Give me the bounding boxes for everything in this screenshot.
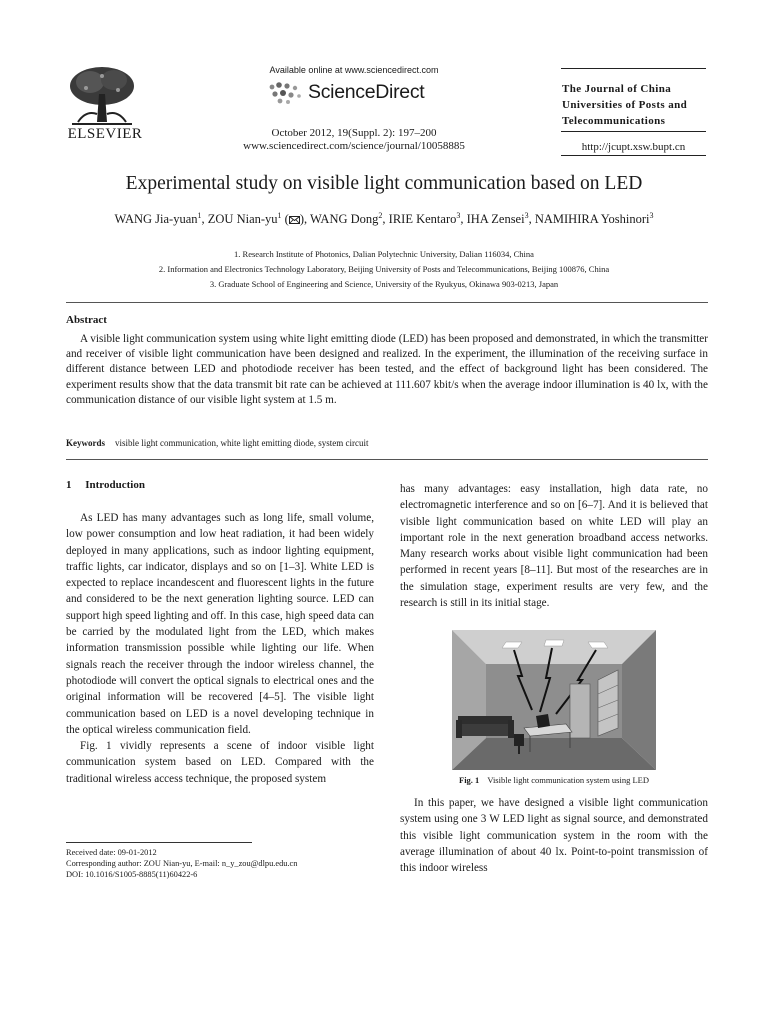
- affiliation-2: 2. Information and Electronics Technology Laboratory, Beijing University of Posts and Telecommunications, Beijing 100876, China: [158, 264, 610, 274]
- journal-box-bottom-rule: [561, 155, 706, 156]
- author-name: IHA Zensei: [466, 212, 525, 227]
- envelope-icon: [289, 216, 300, 224]
- author-name: IRIE Kentaro: [388, 212, 457, 227]
- author-affiliation-mark: 3: [524, 211, 529, 220]
- figure-caption: [400, 775, 708, 785]
- affiliation-1: 1. Research Institute of Photonics, Dalian Polytechnic University, Dalian 116034, China: [234, 249, 534, 259]
- footnote-rule: [66, 842, 252, 843]
- affiliation-3: 3. Graduate School of Engineering and Science, University of the Ryukyus, Okinawa 903-0213, Japan: [209, 279, 559, 289]
- author-name: WANG Jia-yuan: [114, 212, 198, 227]
- author-affiliation-mark: 1: [197, 211, 202, 220]
- left-column: [66, 510, 374, 787]
- figure-caption-text: Visible light communication system using LED: [487, 775, 649, 785]
- journal-title: The Journal of China Universities of Posts and Telecommunications: [562, 83, 688, 127]
- abstract-heading: Abstract: [66, 314, 107, 326]
- issue-info: October 2012, 19(Suppl. 2): 197–200: [271, 127, 437, 139]
- keywords-label: Keywords: [66, 438, 105, 448]
- elsevier-tree-logo: [66, 64, 138, 126]
- body-paragraph: As LED has many advantages such as long life, small volume, low power consumption and low heat radiation, it had been widely deployed in many applications, such as indoor lighting equipment, traffic lights, car indicator, displays and so on [1–3]. White LED is expected to replace incandescent and fluorescent lights in the future and considered to be the next generation lighting source. LED can support high speed lighting and off. In this case, high speed data can be carried by the modulated light from the LED, which makes information transmission possible while lighting our life. When signals reach the receiver through the indoor wireless channel, the photodiode will convert the optical signals to electrical ones and the original information will be recovered [4–5]. The visible light communication based on LED is a novel developing technique in the optical wireless communication field.: [66, 512, 374, 736]
- available-online-text: Available online at www.sciencedirect.com: [269, 65, 439, 75]
- section-heading-introduction: 1 Introduction: [66, 479, 145, 491]
- journal-website[interactable]: http://jcupt.xsw.bupt.cn: [581, 141, 686, 153]
- journal-box-top-rule: [561, 68, 706, 69]
- abstract-bottom-rule: [66, 459, 708, 460]
- author-affiliation-mark: 3: [456, 211, 461, 220]
- figure-label: Fig. 1: [459, 775, 480, 785]
- sciencedirect-wordmark: ScienceDirect: [308, 81, 425, 103]
- author-name: NAMIHIRA Yoshinori: [534, 212, 650, 227]
- publisher-name: ELSEVIER: [67, 126, 143, 142]
- author-name: ZOU Nian-yu: [207, 212, 278, 227]
- author-name: WANG Dong: [310, 212, 379, 227]
- footnote-corresponding-author: Corresponding author: ZOU Nian-yu, E-mail: n_y_zou@dlpu.edu.cn: [66, 859, 298, 868]
- keywords-line: [66, 438, 368, 448]
- journal-url[interactable]: www.sciencedirect.com/science/journal/10058885: [243, 140, 465, 152]
- right-column-bottom-text: In this paper, we have designed a visible light communication system using one 3 W LED light as signal source, and demonstrated this visible light communication system in the room with the average illumination of about 40 lx. Point-to-point transmission of this indoor wireless: [400, 797, 708, 875]
- paper-title: Experimental study on visible light communication based on LED: [125, 173, 643, 194]
- abstract-text: A visible light communication system using white light emitting diode (LED) has been proposed and demonstrated, in which the transmitter and receiver of visible light communication have been designed and realized. In the experiment, the illumination of the receiving surface in different distance between LED and photodiode receiver has been tested, and the effect of background light has been considered. The experiment results show that the data transmit bit rate can be achieved at 111.607 kbit/s when the average indoor illumination is 40 lx, with the communication distance of our visible light system at 1.5 m.: [66, 333, 708, 406]
- footnote-doi: DOI: 10.1016/S1005-8885(11)60422-6: [66, 870, 198, 879]
- author-affiliation-mark: 1: [277, 211, 282, 220]
- footnote-received: Received date: 09-01-2012: [66, 848, 157, 857]
- right-column-top-text: has many advantages: easy installation, high data rate, no electromagnetic interference and so on [6–7]. And it is believed that visible light communication based on white LED will play an important role in the next generation broadband access networks. Many research works about visible light communication had been performed in recent years [8–11]. But most of the researches are in the simulation stage, experiment results are very few, and the research is still in its initial stage.: [400, 483, 708, 610]
- keywords-text: visible light communication, white light emitting diode, system circuit: [115, 438, 369, 448]
- author-affiliation-mark: 3: [649, 211, 654, 220]
- author-affiliation-mark: 2: [378, 211, 383, 220]
- figure-room-illustration: [452, 628, 656, 770]
- body-paragraph: Fig. 1 vividly represents a scene of indoor visible light communication system based on LED. Compared with the traditional wireless access technique, the proposed system: [66, 740, 374, 785]
- abstract-top-rule: [66, 302, 708, 303]
- journal-box-middle-rule: [561, 131, 706, 132]
- author-list: WANG Jia-yuan$^1$, ZOU Nian-$yu^1$ ( ), WANG Dong$^2$, IRIE Kentaro$^3$, IHA Zensei$^3$, NAMIHIRA Yoshinori$^3$: [114, 211, 654, 227]
